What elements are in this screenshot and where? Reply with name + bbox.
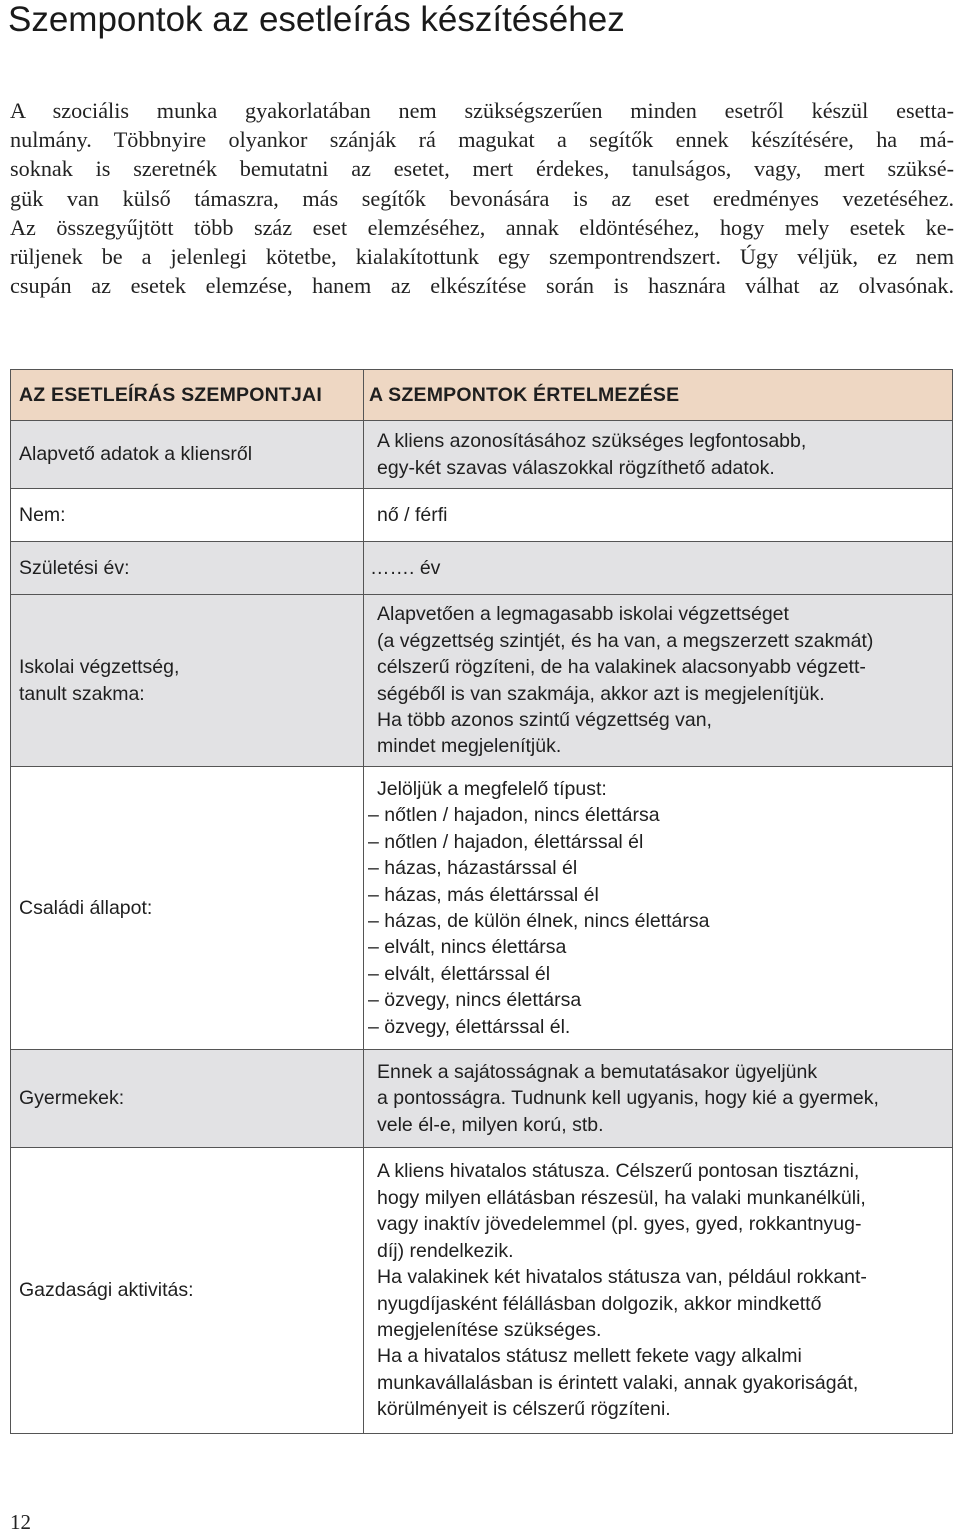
header-cell-interpretation: A SZEMPONTOK ÉRTELMEZÉSE bbox=[364, 370, 953, 421]
interpretation-line: körülményeit is célszerű rögzíteni. bbox=[377, 1398, 671, 1421]
interpretation-line: megjelenítése szükséges. bbox=[377, 1318, 602, 1341]
interpretation-line: A kliens hivatalos státusza. Célszerű pontosan tisztázni, bbox=[377, 1160, 860, 1183]
criterion-cell bbox=[11, 489, 364, 542]
interpretation-cell bbox=[364, 489, 953, 542]
interpretation-cell bbox=[364, 421, 953, 489]
interpretation-line: Ha valakinek két hivatalos státusza van, például rokkant- bbox=[377, 1266, 867, 1289]
interpretation-cell bbox=[364, 1148, 953, 1434]
criterion-cell bbox=[11, 595, 364, 767]
interpretation-line: – házas, házastárssal él bbox=[368, 857, 578, 880]
table-row bbox=[11, 767, 953, 1050]
table-header-row bbox=[11, 370, 953, 421]
criterion-text: Gazdasági aktivitás: bbox=[19, 1279, 194, 1302]
criterion-text: Gyermekek: bbox=[19, 1087, 125, 1110]
interpretation-cell bbox=[364, 595, 953, 767]
interpretation-line: ségéből is van szakmája, akkor azt is megjelenítjük. bbox=[377, 682, 825, 705]
criterion-text: Alapvető adatok a kliensről bbox=[19, 443, 253, 466]
intro-line: A szociális munka gyakorlatában nem szükségszerűen minden esetről készül esetta- bbox=[10, 98, 954, 123]
interpretation-cell bbox=[364, 1050, 953, 1148]
criterion-text: Családi állapot: bbox=[19, 896, 153, 919]
interpretation-line: – özvegy, nincs élettársa bbox=[368, 989, 582, 1012]
page-title: Szempontok az esetleírás készítéséhez bbox=[8, 0, 625, 39]
interpretation-line: egy-két szavas válaszokkal rögzíthető adatok. bbox=[377, 456, 775, 479]
intro-paragraph bbox=[10, 96, 954, 300]
interpretation-line: (a végzettség szintjét, és ha van, a megszerzett szakmát) bbox=[377, 629, 874, 652]
interpretation-line: Alapvetően a legmagasabb iskolai végzettséget bbox=[377, 603, 789, 626]
interpretation-cell bbox=[364, 542, 953, 595]
table-row bbox=[11, 1050, 953, 1148]
table-row bbox=[11, 1148, 953, 1434]
interpretation-line: ……. év bbox=[370, 556, 441, 579]
intro-line: rüljenek be a jelenlegi kötetbe, kialakítottunk egy szempontrendszert. Úgy véljük, ez nem bbox=[10, 244, 954, 270]
interpretation-line: Ha több azonos szintű végzettség van, bbox=[377, 708, 712, 731]
table-row bbox=[11, 595, 953, 767]
intro-line: csupán az esetek elemzése, hanem az elkészítése során is hasznára válhat az olvasónak. bbox=[10, 273, 954, 299]
interpretation-line: Ennek a sajátosságnak a bemutatásakor ügyeljünk bbox=[377, 1060, 818, 1083]
intro-line: gük van külső támaszra, más segítők bevonására is az eset eredményes vezetéséhez. bbox=[10, 185, 954, 211]
table-row bbox=[11, 489, 953, 542]
interpretation-line: célszerű rögzíteni, de ha valakinek alacsonyabb végzett- bbox=[377, 656, 866, 679]
interpretation-line: nyugdíjasként félállásban dolgozik, akkor mindkettő bbox=[377, 1292, 822, 1315]
page-number: 12 bbox=[10, 1510, 31, 1534]
interpretation-line: – házas, de külön élnek, nincs élettársa bbox=[368, 910, 710, 932]
criterion-text: tanult szakma: bbox=[19, 682, 145, 705]
intro-line: nulmány. Többnyire olyankor szánják rá magukat a segítők ennek készítésére, ha má- bbox=[10, 127, 954, 153]
criterion-cell bbox=[11, 421, 364, 489]
criterion-text: Születési év: bbox=[19, 556, 130, 579]
interpretation-line: – nőtlen / hajadon, nincs élettársa bbox=[368, 804, 660, 827]
interpretation-line: Jelöljük a megfelelő típust: bbox=[377, 777, 607, 800]
header-cell-criteria: AZ ESETLEÍRÁS SZEMPONTJAI bbox=[11, 370, 364, 421]
criterion-cell bbox=[11, 767, 364, 1050]
criterion-cell bbox=[11, 1050, 364, 1148]
interpretation-line: mindet megjelenítjük. bbox=[377, 735, 562, 758]
interpretation-line: a pontosságra. Tudnunk kell ugyanis, hogy kié a gyermek, bbox=[377, 1087, 879, 1110]
intro-line: Az összegyűjtött több száz eset elemzéséhez, annak eldöntéséhez, hogy mely esetek ke- bbox=[10, 214, 954, 240]
interpretation-line: Ha a hivatalos státusz mellett fekete vagy alkalmi bbox=[377, 1345, 802, 1368]
interpretation-line: hogy milyen ellátásban részesül, ha valaki munkanélküli, bbox=[377, 1186, 866, 1209]
criterion-cell bbox=[11, 1148, 364, 1434]
intro-line: soknak is szeretnék bemutatni az esetet, mert érdekes, tanulságos, vagy, mert szüksé- bbox=[10, 156, 954, 182]
interpretation-line: – elvált, élettárssal él bbox=[368, 962, 551, 985]
table-row bbox=[11, 542, 953, 595]
criterion-cell bbox=[11, 542, 364, 595]
table-row bbox=[11, 421, 953, 489]
interpretation-line: nő / férfi bbox=[377, 503, 448, 526]
criteria-table bbox=[10, 369, 953, 1434]
interpretation-line: A kliens azonosításához szükséges legfontosabb, bbox=[377, 430, 807, 453]
interpretation-line: vagy inaktív jövedelemmel (pl. gyes, gyed, rokkantnyug- bbox=[377, 1213, 862, 1236]
interpretation-cell bbox=[364, 767, 953, 1050]
criterion-text: Iskolai végzettség, bbox=[19, 656, 180, 679]
interpretation-line: – nőtlen / hajadon, élettárssal él bbox=[368, 830, 644, 853]
criterion-text: Nem: bbox=[19, 503, 66, 526]
interpretation-line: – elvált, nincs élettársa bbox=[368, 936, 567, 959]
interpretation-line: munkavállalásban is érintett valaki, annak gyakoriságát, bbox=[377, 1371, 859, 1394]
interpretation-line: vele él-e, milyen korú, stb. bbox=[377, 1113, 604, 1136]
interpretation-line: – házas, más élettárssal él bbox=[368, 883, 599, 906]
interpretation-line: díj) rendelkezik. bbox=[377, 1239, 514, 1262]
interpretation-line: – özvegy, élettárssal él. bbox=[368, 1015, 571, 1038]
